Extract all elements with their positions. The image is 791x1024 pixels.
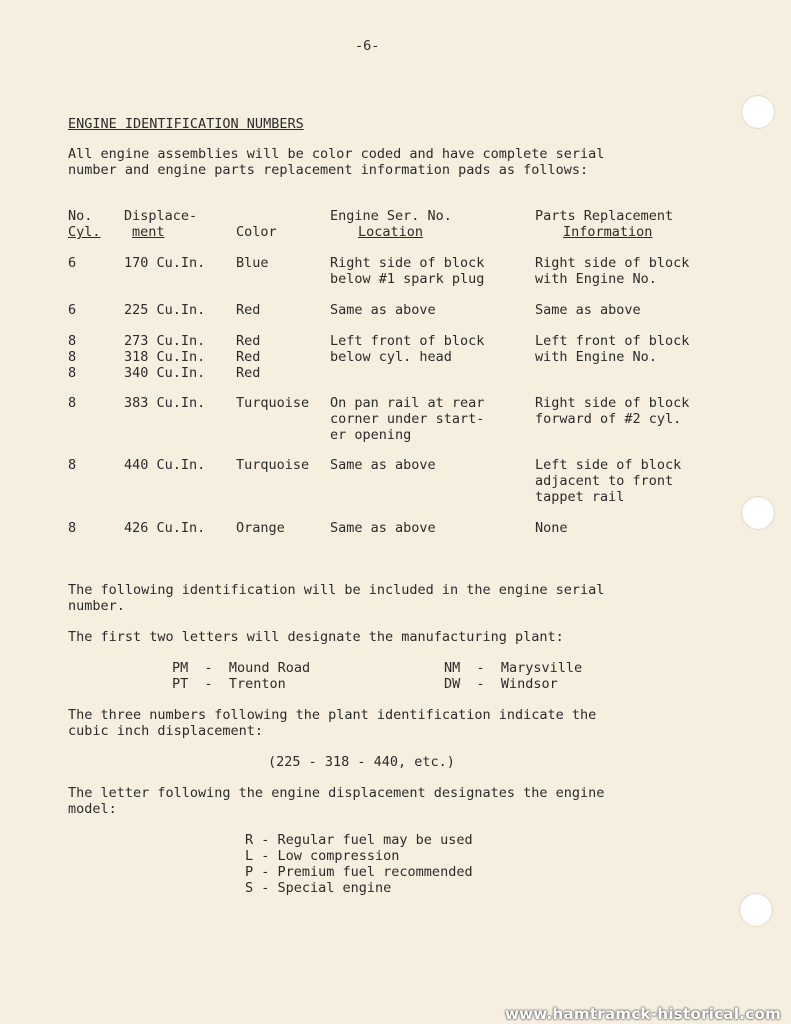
table-cell-location bbox=[330, 457, 436, 473]
table-cell-line: 6 bbox=[68, 255, 77, 271]
table-cell-line: er opening bbox=[330, 427, 412, 443]
intro-line: number and engine parts replacement information pads as follows: bbox=[68, 162, 589, 178]
table-cell-line: below #1 spark plug bbox=[330, 271, 485, 287]
table-cell-line: 8 bbox=[68, 333, 77, 349]
table-cell-line: adjacent to front bbox=[535, 473, 674, 489]
table-cell-line: with Engine No. bbox=[535, 271, 657, 287]
table-cell-disp bbox=[124, 333, 205, 381]
table-cell-line: Left front of block bbox=[535, 333, 690, 349]
table-cell-color bbox=[236, 395, 309, 411]
header-location-line1: Engine Ser. No. bbox=[330, 208, 452, 224]
table-cell-cyl bbox=[68, 395, 76, 411]
table-cell-line: tappet rail bbox=[535, 489, 625, 505]
table-cell-line: 170 Cu.In. bbox=[124, 255, 206, 271]
plant-list-right bbox=[444, 660, 582, 692]
table-cell-line: Red bbox=[236, 333, 261, 349]
table-cell-line: Red bbox=[236, 302, 261, 318]
table-cell-line: 273 Cu.In. bbox=[124, 333, 206, 349]
table-cell-line: 440 Cu.In. bbox=[124, 457, 206, 473]
table-cell-cyl bbox=[68, 333, 76, 381]
plant-entry: PM - Mound Road bbox=[172, 660, 311, 676]
table-cell-line: Left front of block bbox=[330, 333, 485, 349]
displacement-example: (225 - 318 - 440, etc.) bbox=[268, 754, 455, 770]
table-cell-line: Right side of block bbox=[535, 395, 690, 411]
plant-intro: The first two letters will designate the manufacturing plant: bbox=[68, 629, 564, 645]
model-line: The letter following the engine displacement designates the engine bbox=[68, 785, 605, 801]
table-cell-cyl bbox=[68, 302, 76, 318]
table-cell-line: Same as above bbox=[535, 302, 641, 318]
model-entry: R - Regular fuel may be used bbox=[245, 832, 473, 848]
table-cell-line: 8 bbox=[68, 520, 77, 536]
table-cell-line: forward of #2 cyl. bbox=[535, 411, 682, 427]
table-cell-line: below cyl. head bbox=[330, 349, 452, 365]
table-cell-disp bbox=[124, 520, 205, 536]
binder-hole-bottom bbox=[739, 893, 773, 927]
table-cell-parts bbox=[535, 457, 681, 505]
serial-line: number. bbox=[68, 598, 125, 614]
model-entry: L - Low compression bbox=[245, 848, 400, 864]
table-cell-cyl bbox=[68, 520, 76, 536]
table-cell-location bbox=[330, 395, 484, 443]
table-cell-color bbox=[236, 333, 260, 381]
table-cell-line: 383 Cu.In. bbox=[124, 395, 206, 411]
binder-hole-top bbox=[741, 95, 775, 129]
table-cell-location bbox=[330, 302, 436, 318]
model-entry: P - Premium fuel recommended bbox=[245, 864, 473, 880]
table-cell-color bbox=[236, 520, 285, 536]
table-cell-color bbox=[236, 457, 309, 473]
table-cell-parts bbox=[535, 255, 689, 287]
header-color bbox=[236, 208, 277, 240]
model-line: model: bbox=[68, 801, 117, 817]
header-disp-line1: Displace- bbox=[124, 208, 198, 224]
model-entry: S - Special engine bbox=[245, 880, 392, 896]
intro-paragraph bbox=[68, 146, 708, 178]
table-cell-location bbox=[330, 255, 484, 287]
table-cell-line: 340 Cu.In. bbox=[124, 365, 206, 381]
table-cell-line: None bbox=[535, 520, 568, 536]
displacement-line: cubic inch displacement: bbox=[68, 723, 264, 739]
binder-hole-middle bbox=[741, 496, 775, 530]
header-location bbox=[330, 208, 452, 240]
table-cell-line: Same as above bbox=[330, 302, 436, 318]
table-cell-line: 6 bbox=[68, 302, 77, 318]
plant-list-left bbox=[172, 660, 310, 692]
table-cell-line: 426 Cu.In. bbox=[124, 520, 206, 536]
table-cell-line: with Engine No. bbox=[535, 349, 657, 365]
header-cyl-line1: No. bbox=[68, 208, 93, 224]
table-cell-line: Same as above bbox=[330, 520, 436, 536]
header-color-line2: Color bbox=[236, 224, 277, 240]
header-cyl bbox=[68, 208, 101, 240]
model-paragraph bbox=[68, 785, 708, 817]
intro-line: All engine assemblies will be color coded and have complete serial bbox=[68, 146, 605, 162]
header-location-line2: Location bbox=[358, 224, 424, 240]
table-cell-parts bbox=[535, 333, 689, 365]
serial-line: The following identification will be included in the engine serial bbox=[68, 582, 605, 598]
table-cell-line: Right side of block bbox=[330, 255, 485, 271]
table-cell-line: Blue bbox=[236, 255, 269, 271]
table-cell-line: Red bbox=[236, 349, 261, 365]
header-parts bbox=[535, 208, 673, 240]
table-cell-line: On pan rail at rear bbox=[330, 395, 485, 411]
table-cell-line: Left side of block bbox=[535, 457, 682, 473]
displacement-paragraph bbox=[68, 707, 708, 739]
table-cell-line: 318 Cu.In. bbox=[124, 349, 206, 365]
section-heading: ENGINE IDENTIFICATION NUMBERS bbox=[68, 116, 304, 132]
table-cell-line: Turquoise bbox=[236, 395, 310, 411]
table-cell-line: 8 bbox=[68, 349, 77, 365]
table-cell-disp bbox=[124, 457, 205, 473]
table-cell-line: Red bbox=[236, 365, 261, 381]
table-cell-cyl bbox=[68, 457, 76, 473]
table-cell-color bbox=[236, 302, 260, 318]
plant-entry: DW - Windsor bbox=[444, 676, 558, 692]
table-cell-disp bbox=[124, 302, 205, 318]
table-cell-line: Right side of block bbox=[535, 255, 690, 271]
table-cell-line: Turquoise bbox=[236, 457, 310, 473]
plant-entry: NM - Marysville bbox=[444, 660, 583, 676]
table-cell-cyl bbox=[68, 255, 76, 271]
table-cell-line: 8 bbox=[68, 457, 77, 473]
header-parts-line1: Parts Replacement bbox=[535, 208, 674, 224]
model-list bbox=[245, 832, 473, 896]
header-cyl-line2: Cyl. bbox=[68, 224, 101, 240]
table-cell-parts bbox=[535, 520, 568, 536]
table-cell-line: Orange bbox=[236, 520, 285, 536]
header-displacement bbox=[124, 208, 197, 240]
watermark: www.hamtramck-historical.com bbox=[505, 1005, 781, 1023]
serial-paragraph bbox=[68, 582, 708, 614]
table-cell-color bbox=[236, 255, 269, 271]
plant-entry: PT - Trenton bbox=[172, 676, 286, 692]
displacement-line: The three numbers following the plant identification indicate the bbox=[68, 707, 597, 723]
header-disp-line2: ment bbox=[132, 224, 165, 240]
table-cell-parts bbox=[535, 302, 641, 318]
table-cell-line: 8 bbox=[68, 395, 77, 411]
header-parts-line2: Information bbox=[563, 224, 653, 240]
table-cell-line: 225 Cu.In. bbox=[124, 302, 206, 318]
table-cell-location bbox=[330, 333, 484, 365]
table-cell-line: corner under start- bbox=[330, 411, 485, 427]
table-cell-disp bbox=[124, 395, 205, 411]
page-number: -6- bbox=[355, 38, 380, 54]
table-cell-location bbox=[330, 520, 436, 536]
table-cell-line: Same as above bbox=[330, 457, 436, 473]
table-cell-line: 8 bbox=[68, 365, 77, 381]
header-color-line1 bbox=[236, 208, 277, 224]
table-cell-disp bbox=[124, 255, 205, 271]
table-cell-parts bbox=[535, 395, 689, 427]
